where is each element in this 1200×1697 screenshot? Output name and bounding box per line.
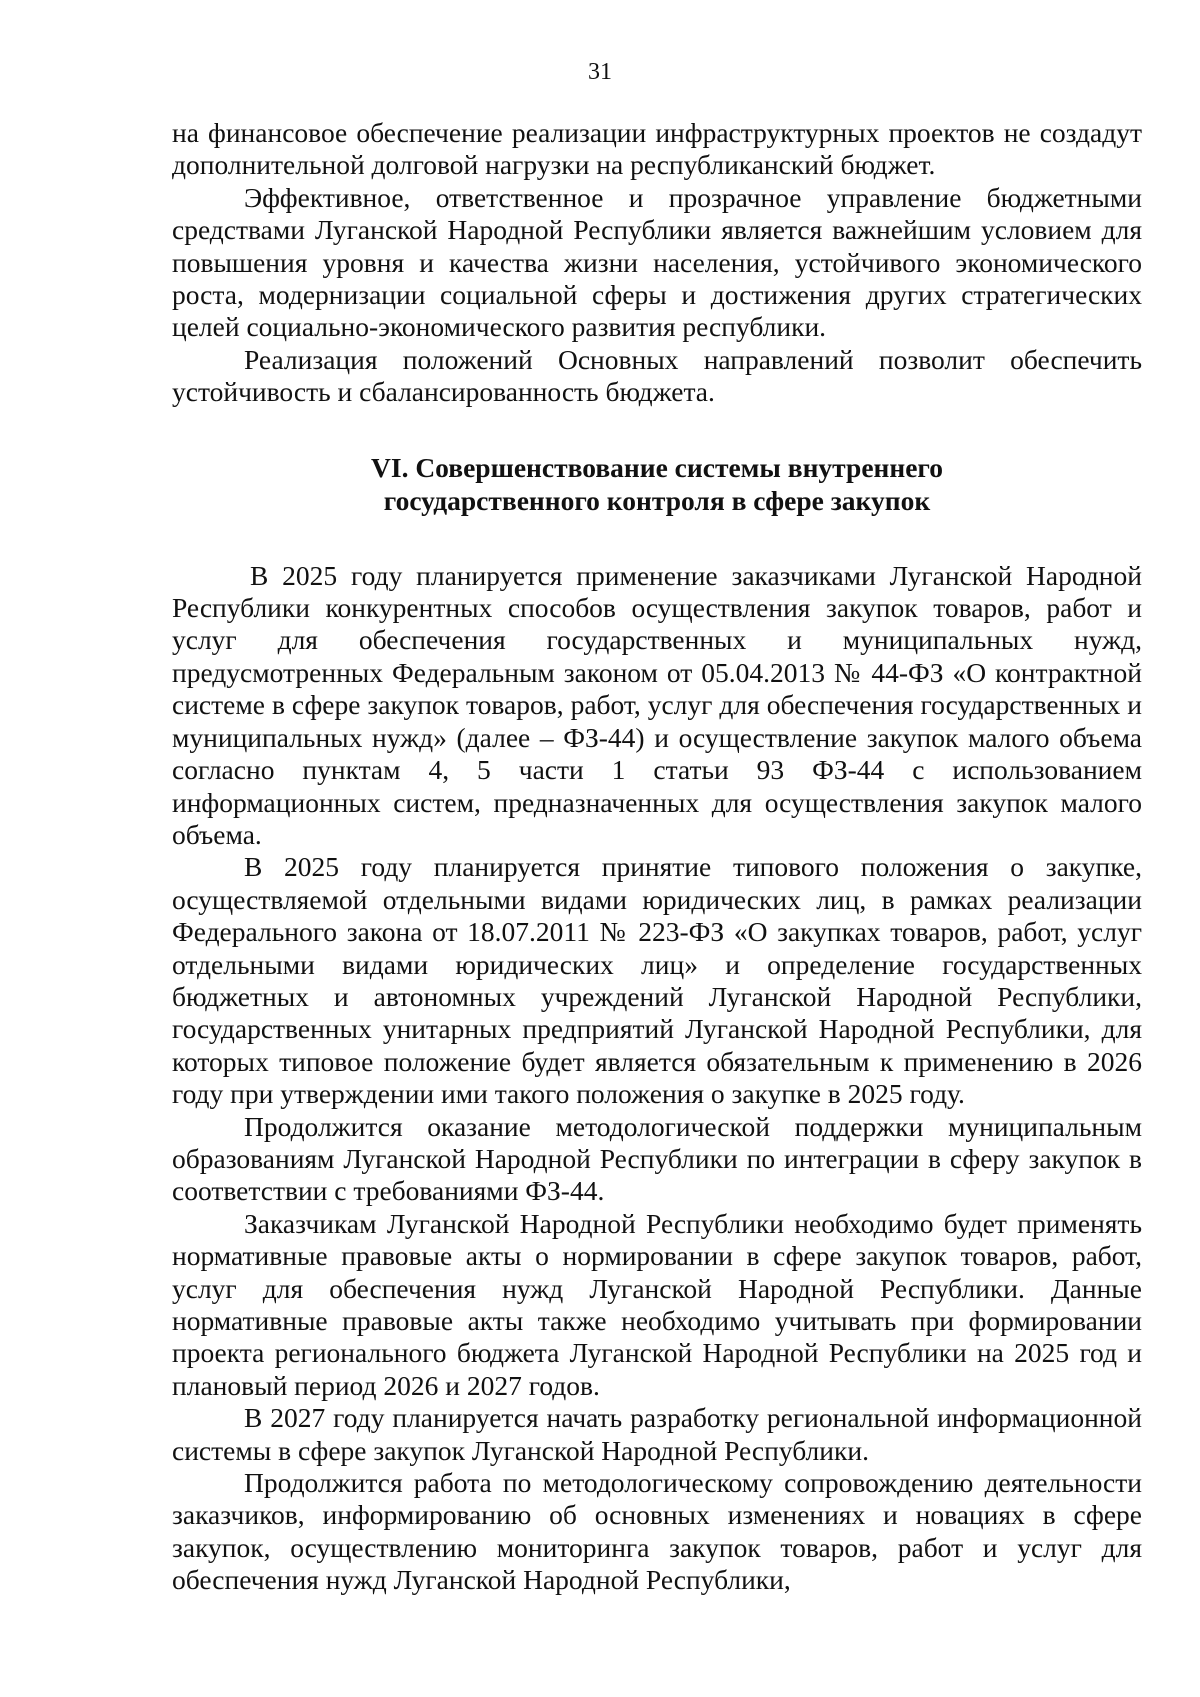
paragraph: Продолжится работа по методологическому сопровождению деятельности заказчиков, информированию об основных изменениях и новациях в сфере закупок, осуществлению мониторинга закупок товаров, работ и услуг для обеспечения нужд Луганской Народной Республики, <box>172 1467 1142 1596</box>
paragraph: В 2027 году планируется начать разработку региональной информационной системы в сфере закупок Луганской Народной Республики. <box>172 1402 1142 1466</box>
paragraph: Эффективное, ответственное и прозрачное управление бюджетными средствами Луганской Народной Республики является важнейшим условием для повышения уровня и качества жизни населения, устойчивого экономического роста, модернизации социальной сферы и достижения других стратегических целей социально-экономического развития республики. <box>172 181 1142 343</box>
paragraph: В 2025 году планируется принятие типового положения о закупке, осуществляемой отдельными видами юридических лиц, в рамках реализации Федерального закона от 18.07.2011 № 223-ФЗ «О закупках товаров, работ, услуг отдельными видами юридических лиц» и определение государственных бюджетных и автономных учреждений Луганской Народной Республики, государственных унитарных предприятий Луганской Народной Республики, для которых типовое положение будет является обязательным к применению в 2026 году при утверждении ими такого положения о закупке в 2025 году. <box>172 851 1142 1110</box>
section-heading-line: государственного контроля в сфере закупок <box>383 484 931 516</box>
page-number: 31 <box>588 59 612 85</box>
section-heading <box>172 451 1142 517</box>
paragraph: Реализация положений Основных направлений позволит обеспечить устойчивость и сбалансированность бюджета. <box>172 343 1142 408</box>
paragraph: Заказчикам Луганской Народной Республики необходимо будет применять нормативные правовые акты о нормировании в сфере закупок товаров, работ, услуг для обеспечения нужд Луганской Народной Республики. Данные нормативные правовые акты также необходимо учитывать при формировании проекта регионального бюджета Луганской Народной Республики на 2025 год и плановый период 2026 и 2027 годов. <box>172 1207 1142 1401</box>
paragraph: В 2025 году планируется применение заказчиками Луганской Народной Республики конкурентных способов осуществления закупок товаров, работ и услуг для обеспечения государственных и муниципальных нужд, предусмотренных Федеральным законом от 05.04.2013 № 44-ФЗ «О контрактной системе в сфере закупок товаров, работ, услуг для обеспечения государственных и муниципальных нужд» (далее – ФЗ-44) и осуществление закупок малого объема согласно пунктам 4, 5 части 1 статьи 93 ФЗ-44 с использованием информационных систем, предназначенных для осуществления закупок малого объема. <box>172 559 1142 850</box>
document-body <box>172 117 1142 1597</box>
paragraph: на финансовое обеспечение реализации инфраструктурных проектов не создадут дополнительной долговой нагрузки на республиканский бюджет. <box>172 117 1142 181</box>
section-heading-line: VI. Совершенствование системы внутреннего <box>371 451 943 483</box>
paragraph: Продолжится оказание методологической поддержки муниципальным образованиям Луганской Народной Республики по интеграции в сферу закупок в соответствии с требованиями ФЗ-44. <box>172 1110 1142 1207</box>
